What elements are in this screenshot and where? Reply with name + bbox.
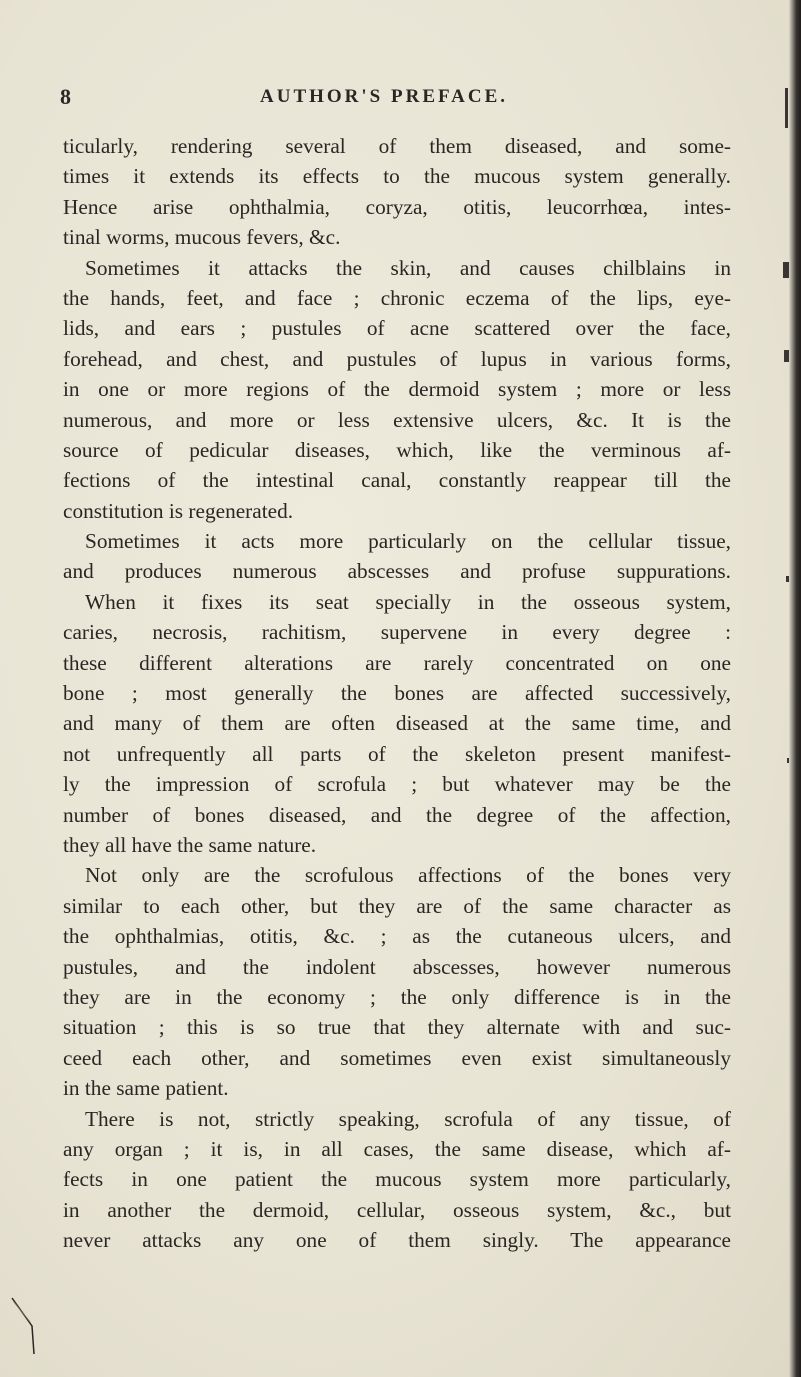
text-line: these different alterations are rarely concentrated on one bbox=[63, 650, 731, 675]
text-line: times it extends its effects to the mucous system generally. bbox=[63, 164, 731, 189]
text-line: numerous, and more or less extensive ulcers, &c. It is the bbox=[63, 407, 731, 432]
text-line: number of bones diseased, and the degree of the affection, bbox=[63, 802, 731, 827]
text-line: in another the dermoid, cellular, osseous system, &c., but bbox=[63, 1197, 731, 1222]
text-line: any organ ; it is, in all cases, the same disease, which af- bbox=[63, 1136, 731, 1161]
text-line: never attacks any one of them singly. The appearance bbox=[63, 1228, 731, 1253]
text-line: tinal worms, mucous fevers, &c. bbox=[63, 225, 341, 250]
text-line: Sometimes it acts more particularly on the cellular tissue, bbox=[85, 529, 731, 554]
text-line: Hence arise ophthalmia, coryza, otitis, leucorrhœa, intes- bbox=[63, 194, 731, 219]
text-line: the ophthalmias, otitis, &c. ; as the cutaneous ulcers, and bbox=[63, 924, 731, 949]
text-line: Not only are the scrofulous affections of the bones very bbox=[85, 863, 731, 888]
text-line: ly the impression of scrofula ; but whatever may be the bbox=[63, 772, 731, 797]
text-line: and many of them are often diseased at the same time, and bbox=[63, 711, 731, 736]
text-line: situation ; this is so true that they alternate with and suc- bbox=[63, 1015, 731, 1040]
text-line: Sometimes it attacks the skin, and causes chilblains in bbox=[85, 255, 731, 280]
text-line: they are in the economy ; the only difference is in the bbox=[63, 984, 731, 1009]
text-line: There is not, strictly speaking, scrofula of any tissue, of bbox=[85, 1106, 731, 1131]
text-line: and produces numerous abscesses and profuse suppurations. bbox=[63, 559, 731, 584]
text-line: caries, necrosis, rachitism, supervene in every degree : bbox=[63, 620, 731, 645]
text-line: lids, and ears ; pustules of acne scattered over the face, bbox=[63, 316, 731, 341]
corner-fold-mark bbox=[8, 1296, 48, 1356]
text-line: pustules, and the indolent abscesses, however numerous bbox=[63, 954, 731, 979]
text-line: the hands, feet, and face ; chronic eczema of the lips, eye- bbox=[63, 285, 731, 310]
text-line: ceed each other, and sometimes even exist simultaneously bbox=[63, 1045, 731, 1070]
margin-speck bbox=[785, 88, 788, 128]
running-head: AUTHOR'S PREFACE. bbox=[260, 86, 509, 107]
text-line: fections of the intestinal canal, constantly reappear till the bbox=[63, 468, 731, 493]
text-line: bone ; most generally the bones are affected successively, bbox=[63, 681, 731, 706]
body-text bbox=[63, 131, 731, 1255]
page-number: 8 bbox=[60, 84, 72, 109]
text-line: in one or more regions of the dermoid system ; more or less bbox=[63, 377, 731, 402]
text-line: constitution is regenerated. bbox=[63, 498, 294, 523]
text-line: in the same patient. bbox=[63, 1076, 229, 1101]
text-line: When it fixes its seat specially in the osseous system, bbox=[85, 589, 731, 614]
page-header bbox=[60, 84, 720, 114]
text-line: they all have the same nature. bbox=[63, 832, 317, 857]
page-binding-edge bbox=[789, 0, 801, 1377]
text-line: ticularly, rendering several of them diseased, and some- bbox=[63, 134, 731, 158]
text-line: not unfrequently all parts of the skeleton present manifest- bbox=[63, 741, 731, 766]
text-line: source of pedicular diseases, which, like the verminous af- bbox=[63, 437, 731, 462]
text-line: fects in one patient the mucous system more particularly, bbox=[63, 1167, 731, 1192]
text-line: similar to each other, but they are of the same character as bbox=[63, 893, 731, 918]
text-line: forehead, and chest, and pustules of lupus in various forms, bbox=[63, 346, 731, 371]
